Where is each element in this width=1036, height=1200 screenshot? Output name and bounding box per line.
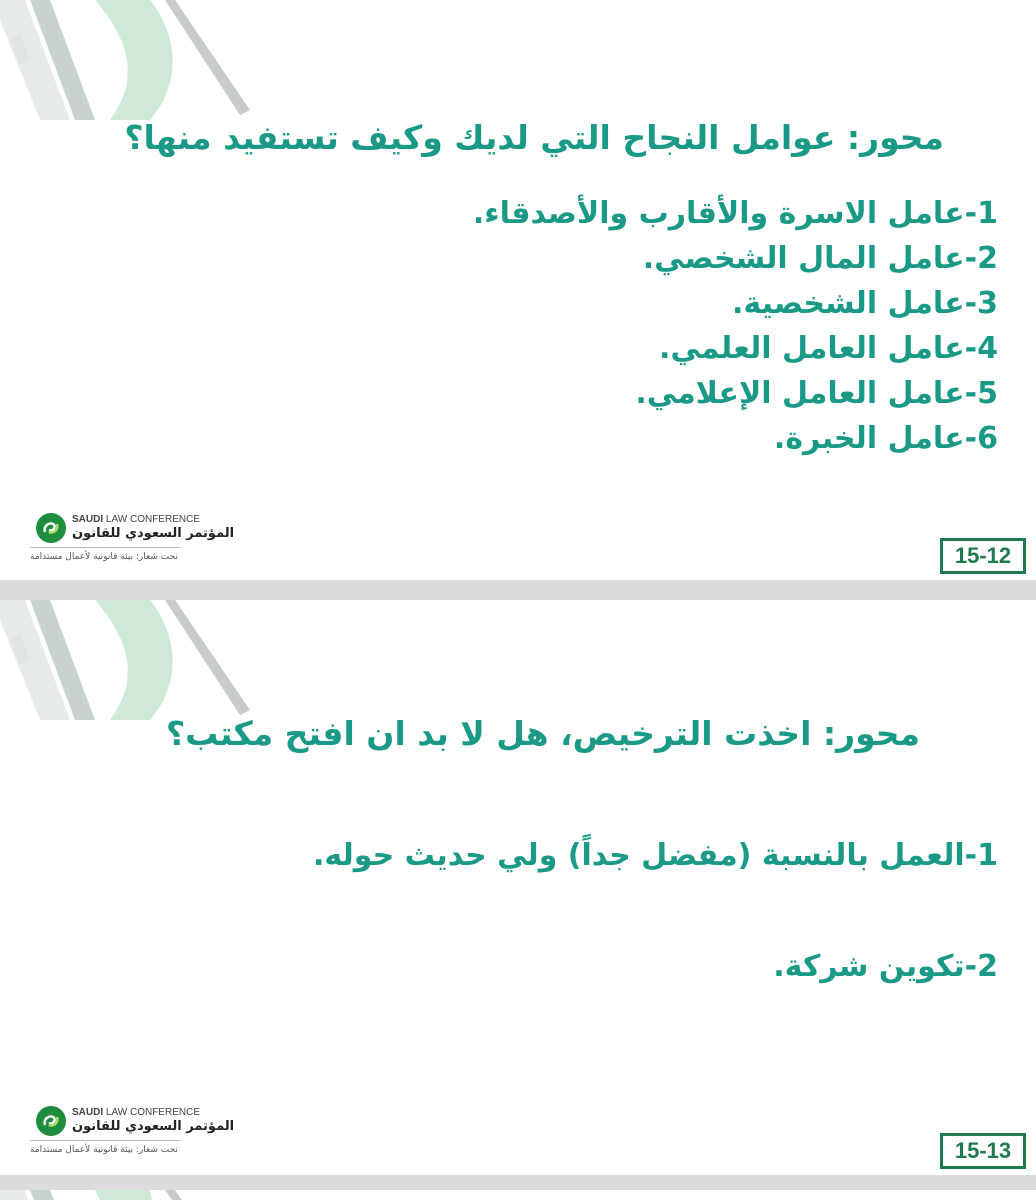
list-item: 4-عامل العامل العلمي.: [658, 331, 998, 366]
logo-arabic-name: المؤتمر السعودي للقانون: [72, 526, 235, 541]
conference-logo: [30, 512, 235, 572]
decorative-stripes: [0, 1190, 260, 1200]
list-item: 6-عامل الخبرة.: [773, 421, 998, 456]
decorative-stripes: [0, 0, 260, 120]
conference-logo: [30, 1105, 235, 1165]
saudi-law-conference-emblem-icon: [35, 1105, 67, 1137]
list-item: 3-عامل الشخصية.: [732, 286, 998, 321]
list-item: 2-تكوين شركة.: [773, 949, 998, 984]
page-number-box: 15-12: [940, 538, 1026, 574]
logo-english-name: SAUDI LAW CONFERENCE: [72, 1107, 200, 1118]
logo-arabic-name: المؤتمر السعودي للقانون: [72, 1119, 235, 1134]
list-item: 2-عامل المال الشخصي.: [642, 241, 998, 276]
list-item: 5-عامل العامل الإعلامي.: [635, 376, 998, 411]
logo-divider: [30, 547, 180, 548]
list-item: 1-العمل بالنسبة (مفضل جداً) ولي حديث حوله.: [312, 838, 998, 873]
slide-15-12: [0, 0, 1036, 580]
list-item: 1-عامل الاسرة والأقارب والأصدقاء.: [472, 196, 998, 231]
logo-divider: [30, 1140, 180, 1141]
page-number-box: 15-13: [940, 1133, 1026, 1169]
slide-title: محور: اخذت الترخيص، هل لا بد ان افتح مكتب؟: [165, 714, 920, 753]
logo-english-name: SAUDI LAW CONFERENCE: [72, 514, 200, 525]
slide-title: محور: عوامل النجاح التي لديك وكيف تستفيد منها؟: [124, 118, 944, 157]
slide-15-13: [0, 600, 1036, 1175]
logo-tagline: تحت شعار: بيئة قانونية لأعمال مستدامة: [30, 552, 178, 562]
next-slide-edge: [0, 1190, 1036, 1200]
logo-tagline: تحت شعار: بيئة قانونية لأعمال مستدامة: [30, 1145, 178, 1155]
decorative-stripes: [0, 600, 260, 720]
saudi-law-conference-emblem-icon: [35, 512, 67, 544]
